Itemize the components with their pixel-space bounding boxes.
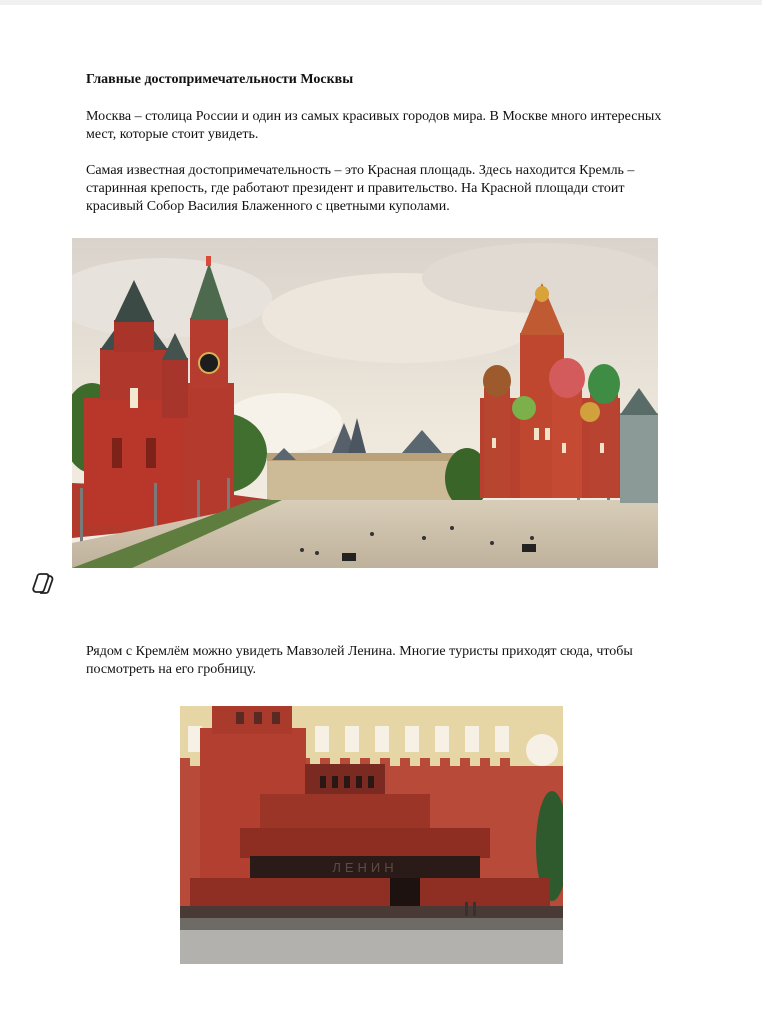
paragraph-mausoleum: Рядом с Кремлём можно увидеть Мавзолей Ленина. Многие туристы приходят сюда, чтобы посмотреть на его гробницу.: [86, 644, 633, 677]
red-square-photo: [72, 238, 658, 568]
copilot-icon[interactable]: [31, 571, 57, 597]
paragraph-intro: Москва – столица России и один из самых красивых городов мира. В Москве много интересных мест, которые стоит увидеть.: [86, 109, 662, 142]
paragraph-red-square: Самая известная достопримечательность – это Красная площадь. Здесь находится Кремль – старинная крепость, где работают президент и правительство. На Красной площади стоит красивый Собор Василия Блаженного с цветными куполами.: [86, 163, 635, 214]
lenin-mausoleum-photo: [180, 706, 563, 964]
mausoleum-inscription: ЛЕНИН: [332, 860, 398, 875]
document-title: Главные достопримечательности Москвы: [86, 72, 354, 87]
